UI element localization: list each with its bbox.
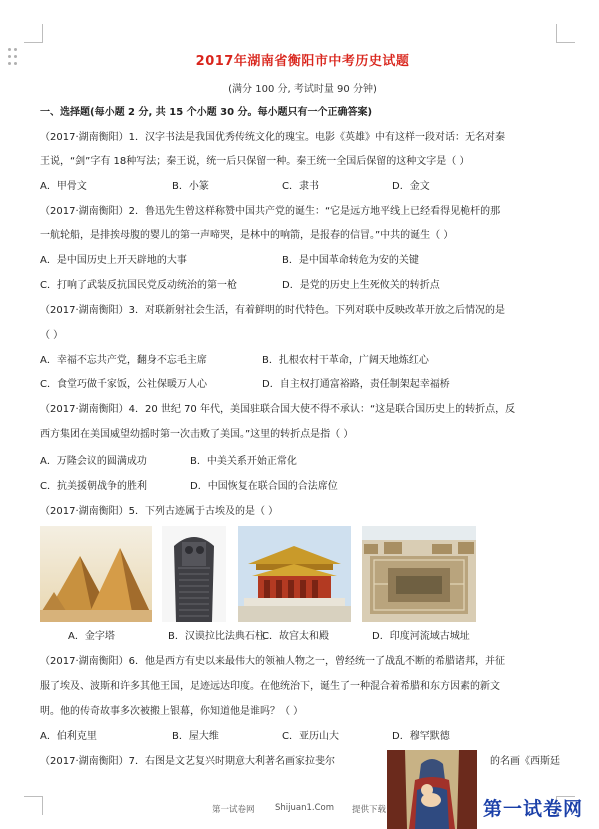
drag-handle-icon[interactable] — [8, 48, 20, 70]
question-4-line-2: 西方集团在美国威望幼摇时第一次击败了美国。”这里的转折点是指（ ） — [40, 429, 354, 440]
q1-option-a: A．甲骨文 — [40, 181, 87, 192]
question-3-line-1: （2017·湖南衡阳）3．对联新射社会生活，有着鲜明的时代特色。下列对联中反映改革开放之后情况的是 — [40, 305, 505, 316]
q5-caption-d: D．印度河流域古城址 — [372, 631, 470, 642]
hammurabi-stele-photo — [162, 526, 226, 622]
footer-download-text: 提供下载 — [352, 805, 387, 815]
question-3-line-2: （ ） — [40, 330, 64, 341]
q6-option-a: A．伯利克里 — [40, 731, 97, 742]
question-7-line-1-end: 的名画《西斯廷 — [490, 756, 560, 767]
q1-option-c: C．隶书 — [282, 181, 319, 192]
q6-option-d: D．穆罕默德 — [392, 731, 450, 742]
q3-option-c: C．食堂巧做千家饭，公社保暖万人心 — [40, 379, 207, 390]
q5-caption-a: A．金字塔 — [68, 631, 115, 642]
q4-option-a: A．万隆会议的圆满成功 — [40, 456, 147, 467]
page-title: 2017年湖南省衡阳市中考历史试题 — [195, 54, 410, 69]
question-1-line-1: （2017·湖南衡阳）1．汉字书法是我国优秀传统文化的瑰宝。电影《英雄》中有这样一段对话：无名对秦 — [40, 132, 505, 143]
q5-caption-c: C．故宫太和殿 — [262, 631, 329, 642]
q3-option-d: D．自主权打通富裕路，责任制架起幸福桥 — [262, 379, 450, 390]
q2-option-b: B．是中国革命转危为安的关键 — [282, 255, 419, 266]
question-5-line-1: （2017·湖南衡阳）5．下列古迹属于古埃及的是（ ） — [40, 506, 279, 517]
q1-option-b: B．小篆 — [172, 181, 209, 192]
indus-city-ruins-photo — [362, 526, 476, 622]
section-header: 一、选择题(每小题 2 分, 共 15 个小题 30 分。每小题只有一个正确答案) — [40, 107, 373, 118]
taihe-hall-photo — [238, 526, 351, 622]
question-7-line-1: （2017·湖南衡阳）7．右图是文艺复兴时期意大利著名画家拉斐尔 — [40, 756, 335, 767]
question-2-line-2: 一航轮船，是排挨母腹的婴儿的第一声啼哭，是林中的响箭，是报春的信冒。”中共的诞生（ ） — [40, 230, 454, 241]
question-2-line-1: （2017·湖南衡阳）2．鲁迅先生曾这样称赞中国共产党的诞生：“它是远方地平线上已经看得见桅杆的那 — [40, 206, 501, 217]
q5-caption-b: B．汉谟拉比法典石柱 — [168, 631, 265, 642]
q2-option-a: A．是中国历史上开天辟地的大事 — [40, 255, 187, 266]
q3-option-a: A．幸福不忘共产党，翻身不忘毛主席 — [40, 355, 207, 366]
site-watermark-logo: 第一试卷网 — [482, 798, 583, 820]
q6-option-b: B．屋大维 — [172, 731, 219, 742]
exam-subtitle: (满分 100 分, 考试时量 90 分钟) — [228, 84, 377, 95]
page-corner-mark — [24, 24, 43, 43]
pyramid-photo — [40, 526, 152, 622]
question-4-line-1: （2017·湖南衡阳）4．20 世纪 70 年代，美国驻联合国大使不得不承认：“这是联合国历史上的转折点，反 — [40, 404, 516, 415]
q3-option-b: B．扎根农村干革命，广阔天地炼红心 — [262, 355, 429, 366]
q6-option-c: C．亚历山大 — [282, 731, 339, 742]
question-6-line-2: 服了埃及、波斯和许多其他王国，足迹远达印度。在他统治下，诞生了一种混合着希腊和东方因素的新文 — [40, 681, 500, 692]
question-1-line-2: 王说，“剑”字有 18种写法；秦王说，统一后只保留一种。秦王统一全国后保留的这种文字是（ ） — [40, 156, 470, 167]
q1-option-d: D．金文 — [392, 181, 430, 192]
q4-option-c: C．抗美援朝战争的胜利 — [40, 481, 147, 492]
q2-option-d: D．是党的历史上生死攸关的转折点 — [282, 280, 440, 291]
footer-url[interactable]: Shijuan1.Com — [275, 803, 335, 813]
question-6-line-1: （2017·湖南衡阳）6．他是西方有史以来最伟大的领袖人物之一，曾经统一了战乱不断的希腊诸邦，并征 — [40, 656, 505, 667]
q4-option-b: B．中美关系开始正常化 — [190, 456, 297, 467]
q2-option-c: C．打响了武装反抗国民党反动统治的第一枪 — [40, 280, 237, 291]
page-corner-mark — [556, 24, 575, 43]
question-6-line-3: 明。他的传奇故事多次被搬上银幕，你知道他是谁吗？（ ） — [40, 706, 304, 717]
q4-option-d: D．中国恢复在联合国的合法席位 — [190, 481, 338, 492]
footer-site-name: 第一试卷网 — [212, 805, 255, 815]
